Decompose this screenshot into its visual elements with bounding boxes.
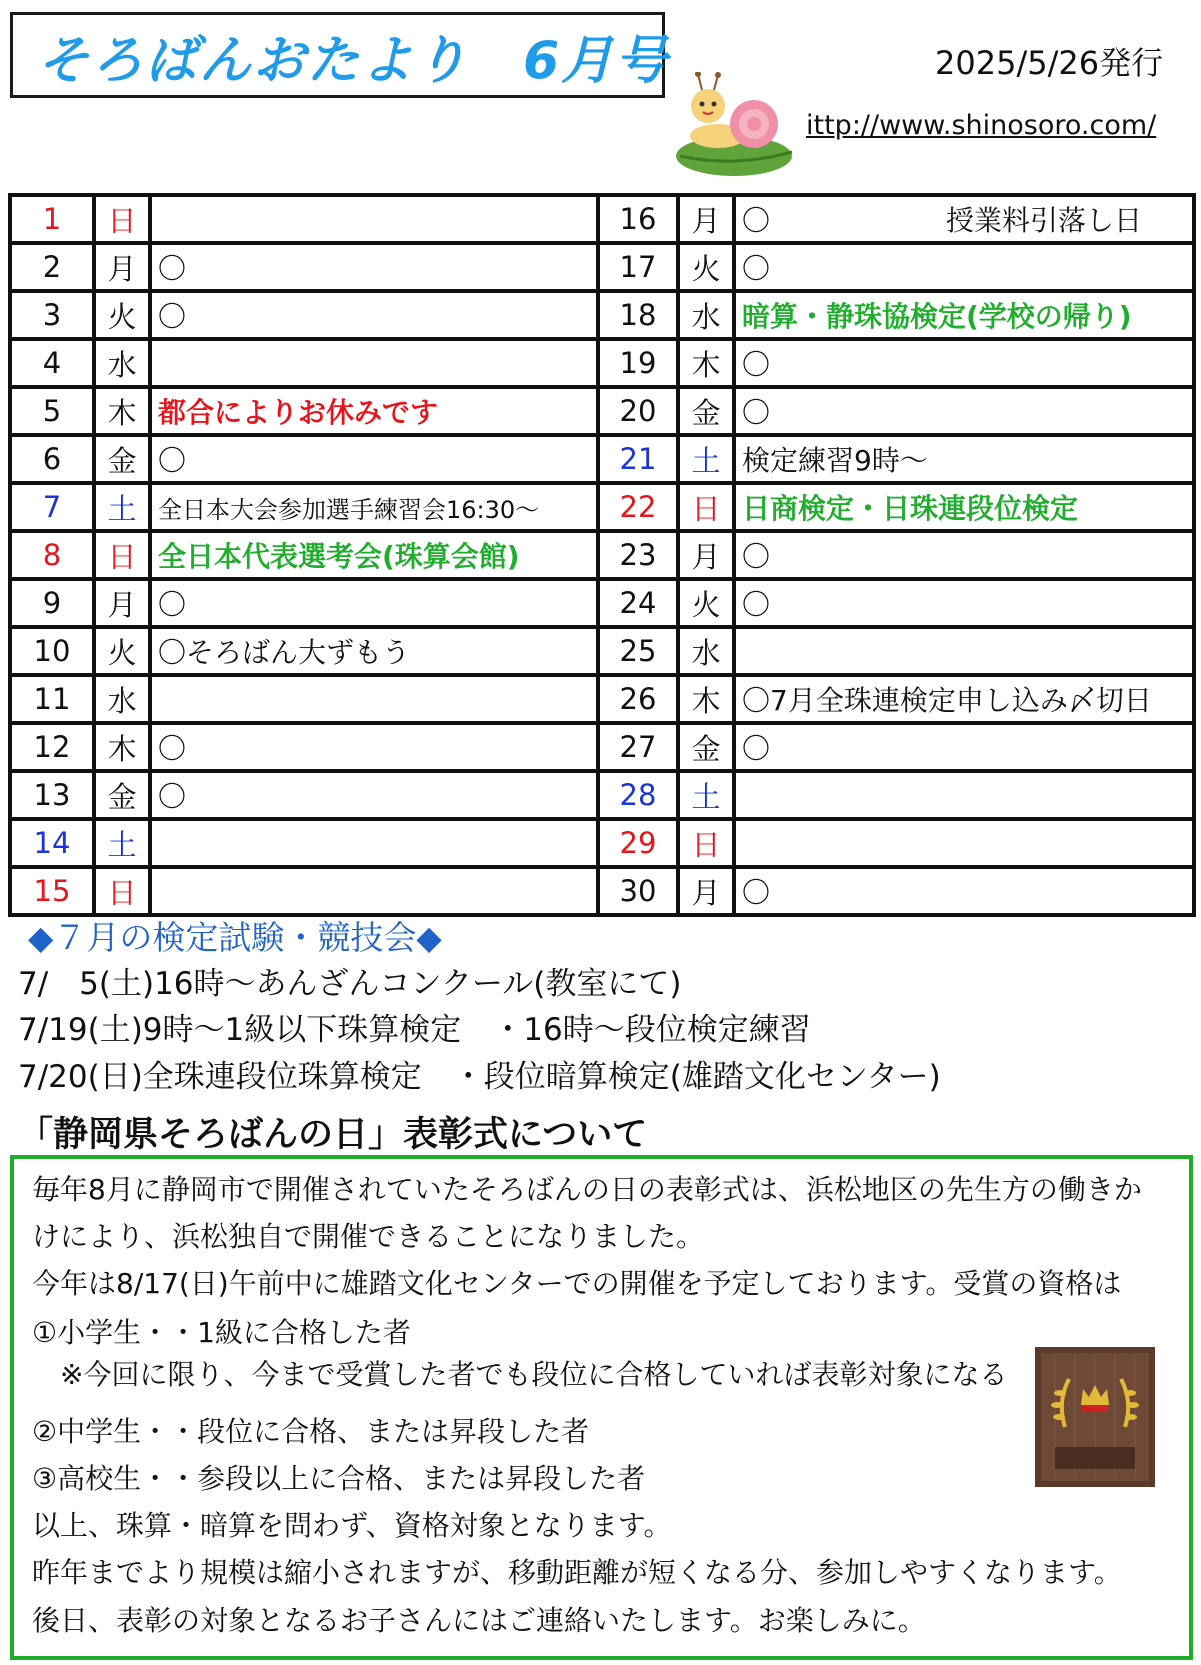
calendar-row xyxy=(12,389,596,433)
weekday: 火 xyxy=(680,581,732,625)
calendar-row xyxy=(600,581,1192,625)
weekday: 火 xyxy=(96,293,148,337)
event-text: 〇 xyxy=(742,588,771,621)
event-text: 〇 xyxy=(158,252,187,285)
weekday: 水 xyxy=(96,677,148,721)
award-paragraph: ①小学生・・1級に合格した者 xyxy=(32,1316,411,1349)
day-number: 26 xyxy=(600,677,676,721)
day-event xyxy=(736,197,1192,241)
event-text: 〇 xyxy=(742,876,771,909)
june-calendar xyxy=(8,193,1196,917)
event-text: 〇 xyxy=(158,300,187,333)
event-text: 〇 xyxy=(158,780,187,813)
weekday: 金 xyxy=(680,725,732,769)
day-event xyxy=(736,389,1192,433)
day-number: 11 xyxy=(12,677,92,721)
day-number: 19 xyxy=(600,341,676,385)
event-text: 〇 xyxy=(742,348,771,381)
calendar-row xyxy=(600,677,1192,721)
weekday: 日 xyxy=(680,485,732,529)
day-event xyxy=(736,869,1192,913)
july-line: 7/19(土)9時～1級以下珠算検定 ・16時～段位検定練習 xyxy=(18,1012,811,1048)
day-event xyxy=(736,437,1192,481)
weekday: 土 xyxy=(96,821,148,865)
day-number: 9 xyxy=(12,581,92,625)
event-text: 〇7月全珠連検定申し込み〆切日 xyxy=(742,684,1152,717)
weekday: 水 xyxy=(96,341,148,385)
calendar-row xyxy=(12,197,596,241)
day-event xyxy=(152,293,596,337)
day-number: 4 xyxy=(12,341,92,385)
event-note: 授業料引落し日 xyxy=(945,204,1142,237)
calendar-row xyxy=(12,437,596,481)
calendar-left-column xyxy=(12,197,596,913)
day-event xyxy=(152,821,596,865)
weekday: 火 xyxy=(96,629,148,673)
day-event xyxy=(152,773,596,817)
event-text: 〇 xyxy=(742,396,771,429)
calendar-row xyxy=(600,485,1192,529)
day-number: 10 xyxy=(12,629,92,673)
calendar-row xyxy=(600,629,1192,673)
day-event xyxy=(736,725,1192,769)
calendar-row xyxy=(12,245,596,289)
day-event xyxy=(152,869,596,913)
day-number: 23 xyxy=(600,533,676,577)
award-title: 「静岡県そろばんの日」表彰式について xyxy=(18,1115,648,1155)
day-number: 30 xyxy=(600,869,676,913)
weekday: 月 xyxy=(680,197,732,241)
day-event xyxy=(152,389,596,433)
issue-date: 2025/5/26発行 xyxy=(935,44,1164,82)
day-number: 29 xyxy=(600,821,676,865)
day-event xyxy=(736,773,1192,817)
calendar-row xyxy=(12,293,596,337)
weekday: 金 xyxy=(96,773,148,817)
calendar-row xyxy=(600,341,1192,385)
weekday: 金 xyxy=(680,389,732,433)
weekday: 土 xyxy=(680,437,732,481)
event-text: 〇そろばん大ずもう xyxy=(158,636,411,669)
event-text: 〇 xyxy=(742,204,771,237)
weekday: 土 xyxy=(680,773,732,817)
day-event xyxy=(152,677,596,721)
event-text: 〇 xyxy=(158,444,187,477)
event-text: 〇 xyxy=(742,252,771,285)
calendar-right-column xyxy=(600,197,1192,913)
event-text: 日商検定・日珠連段位検定 xyxy=(742,492,1079,525)
calendar-row xyxy=(600,533,1192,577)
day-event xyxy=(736,533,1192,577)
event-text: 全日本大会参加選手練習会16:30～ xyxy=(158,495,540,524)
weekday: 月 xyxy=(680,869,732,913)
award-paragraph: 後日、表彰の対象となるお子さんにはご連絡いたします。お楽しみに。 xyxy=(32,1604,926,1637)
july-heading: ◆７月の検定試験・競技会◆ xyxy=(28,918,442,957)
july-line: 7/ 5(土)16時～あんざんコンクール(教室にて) xyxy=(18,966,682,1002)
website-link[interactable]: ittp://www.shinosoro.com/ xyxy=(806,110,1157,141)
page-title: そろばんおたより 6月号 xyxy=(37,30,670,91)
event-text: 暗算・静珠協検定(学校の帰り) xyxy=(742,300,1132,333)
day-number: 14 xyxy=(12,821,92,865)
day-number: 25 xyxy=(600,629,676,673)
weekday: 日 xyxy=(680,821,732,865)
event-text: 〇 xyxy=(742,540,771,573)
day-event xyxy=(736,821,1192,865)
calendar-row xyxy=(12,581,596,625)
day-number: 22 xyxy=(600,485,676,529)
day-event xyxy=(152,341,596,385)
day-event xyxy=(736,245,1192,289)
weekday: 火 xyxy=(680,245,732,289)
day-event xyxy=(152,197,596,241)
calendar-row xyxy=(600,869,1192,913)
calendar-row xyxy=(600,389,1192,433)
award-paragraph: 毎年8月に静岡市で開催されていたそろばんの日の表彰式は、浜松地区の先生方の働きか xyxy=(32,1173,1142,1206)
event-text: 都合によりお休みです xyxy=(158,396,439,429)
day-event xyxy=(152,533,596,577)
day-event xyxy=(152,245,596,289)
event-text: 〇 xyxy=(742,732,771,765)
day-number: 18 xyxy=(600,293,676,337)
award-paragraph: 今年は8/17(日)午前中に雄踏文化センターでの開催を予定しております。受賞の資格は xyxy=(32,1267,1122,1300)
event-text: 〇 xyxy=(158,588,187,621)
calendar-row xyxy=(600,197,1192,241)
day-number: 5 xyxy=(12,389,92,433)
weekday: 木 xyxy=(680,341,732,385)
day-event xyxy=(152,629,596,673)
calendar-row xyxy=(600,293,1192,337)
award-paragraph: 昨年までより規模は縮小されますが、移動距離が短くなる分、参加しやすくなります。 xyxy=(32,1556,1122,1589)
award-paragraph: 以上、珠算・暗算を問わず、資格対象となります。 xyxy=(32,1509,672,1542)
day-number: 12 xyxy=(12,725,92,769)
day-number: 15 xyxy=(12,869,92,913)
calendar-row xyxy=(12,821,596,865)
weekday: 日 xyxy=(96,197,148,241)
weekday: 月 xyxy=(96,581,148,625)
day-event xyxy=(736,677,1192,721)
calendar-row xyxy=(600,773,1192,817)
weekday: 木 xyxy=(96,725,148,769)
calendar-row xyxy=(12,341,596,385)
award-plaque-icon xyxy=(1035,1347,1155,1487)
day-number: 16 xyxy=(600,197,676,241)
calendar-row xyxy=(600,245,1192,289)
weekday: 日 xyxy=(96,533,148,577)
day-number: 1 xyxy=(12,197,92,241)
weekday: 水 xyxy=(680,629,732,673)
calendar-row xyxy=(12,869,596,913)
day-event xyxy=(736,341,1192,385)
title-box xyxy=(10,12,670,98)
weekday: 日 xyxy=(96,869,148,913)
award-paragraph: ③高校生・・参段以上に合格、または昇段した者 xyxy=(32,1462,646,1495)
weekday: 水 xyxy=(680,293,732,337)
day-event xyxy=(736,485,1192,529)
weekday: 月 xyxy=(680,533,732,577)
calendar-row xyxy=(12,629,596,673)
day-number: 21 xyxy=(600,437,676,481)
weekday: 土 xyxy=(96,485,148,529)
day-number: 27 xyxy=(600,725,676,769)
day-event xyxy=(736,293,1192,337)
day-number: 8 xyxy=(12,533,92,577)
calendar-row xyxy=(600,725,1192,769)
day-event xyxy=(736,581,1192,625)
day-number: 24 xyxy=(600,581,676,625)
day-number: 6 xyxy=(12,437,92,481)
july-line: 7/20(日)全珠連段位珠算検定 ・段位暗算検定(雄踏文化センター) xyxy=(18,1059,941,1095)
day-number: 3 xyxy=(12,293,92,337)
calendar-row xyxy=(12,485,596,529)
calendar-row xyxy=(600,437,1192,481)
weekday: 木 xyxy=(680,677,732,721)
event-text: 全日本代表選考会(珠算会館) xyxy=(158,540,520,573)
day-number: 13 xyxy=(12,773,92,817)
day-number: 20 xyxy=(600,389,676,433)
calendar-row xyxy=(600,821,1192,865)
day-event xyxy=(736,629,1192,673)
day-event xyxy=(152,485,596,529)
award-paragraph: けにより、浜松独自で開催できることになりました。 xyxy=(32,1220,705,1253)
calendar-row xyxy=(12,773,596,817)
event-text: 〇 xyxy=(158,732,187,765)
day-number: 17 xyxy=(600,245,676,289)
day-number: 2 xyxy=(12,245,92,289)
award-paragraph: ②中学生・・段位に合格、または昇段した者 xyxy=(32,1415,590,1448)
weekday: 金 xyxy=(96,437,148,481)
award-paragraph: ※今回に限り、今まで受賞した者でも段位に合格していれば表彰対象になる xyxy=(32,1358,1008,1391)
award-box xyxy=(10,1155,1193,1660)
day-number: 28 xyxy=(600,773,676,817)
calendar-row xyxy=(12,677,596,721)
day-event xyxy=(152,725,596,769)
event-text: 検定練習9時～ xyxy=(742,444,928,477)
calendar-row xyxy=(12,725,596,769)
day-event xyxy=(152,437,596,481)
day-event xyxy=(152,581,596,625)
weekday: 月 xyxy=(96,245,148,289)
calendar-row xyxy=(12,533,596,577)
day-number: 7 xyxy=(12,485,92,529)
weekday: 木 xyxy=(96,389,148,433)
snail-icon xyxy=(672,72,812,182)
